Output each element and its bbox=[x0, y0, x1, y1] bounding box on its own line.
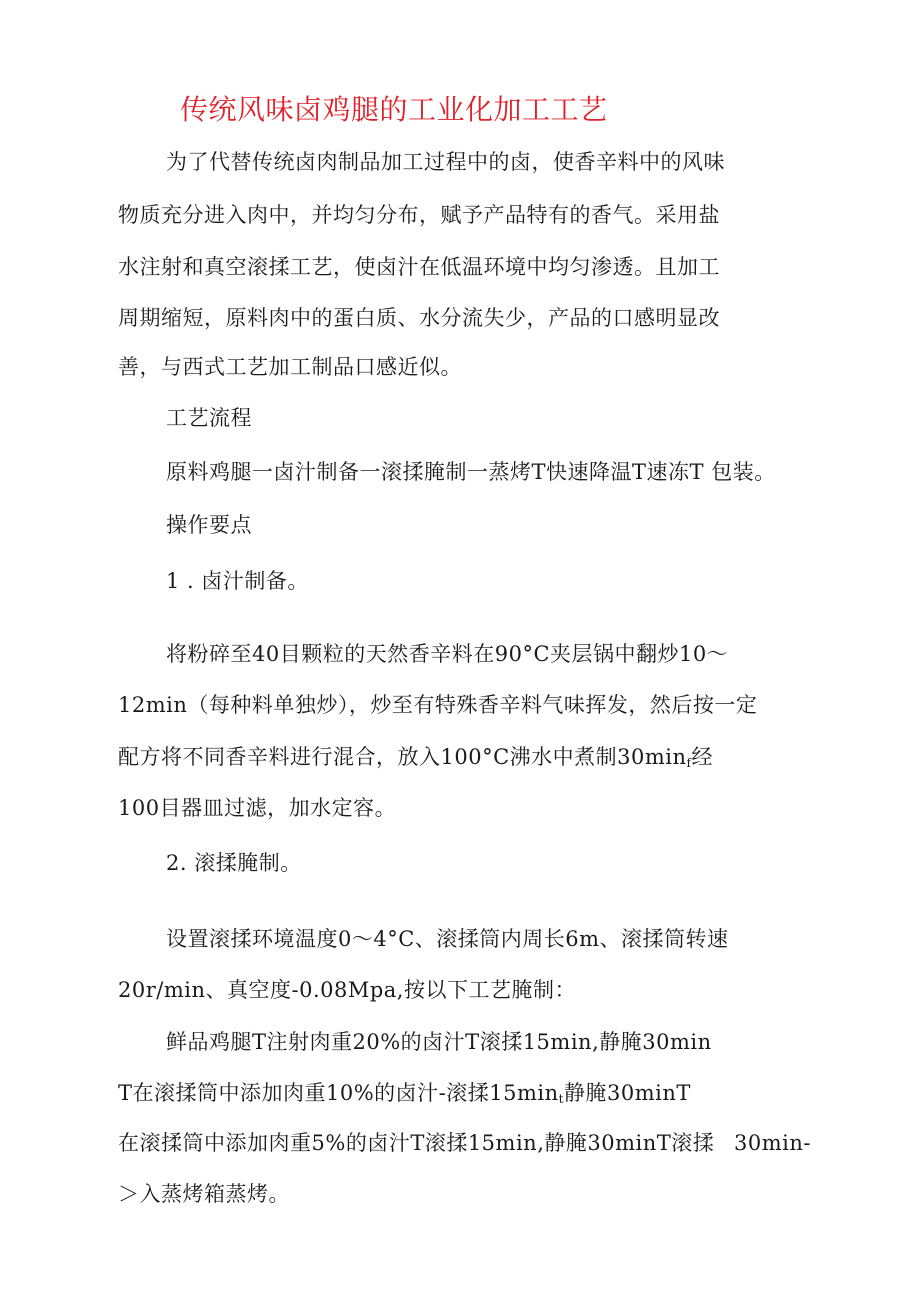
step2-line-4-main: T在滚揉筒中添加肉重10%的卤汁-滚揉15min bbox=[118, 1081, 559, 1105]
step2-line-4-end: 静腌30minT bbox=[563, 1081, 691, 1105]
step2-line-1: 设置滚揉环境温度0～4°C、滚揉筒内周长6m、滚揉筒转速 bbox=[166, 927, 729, 951]
step2-line-4-subscript: t bbox=[558, 1092, 564, 1106]
process-flow: 原料鸡腿一卤汁制备一滚揉腌制一蒸烤T快速降温T速冻T 包装。 bbox=[166, 460, 776, 484]
intro-line-4: 周期缩短，原料肉中的蛋白质、水分流失少，产品的口感明显改 bbox=[118, 306, 720, 330]
intro-line-3: 水注射和真空滚揉工艺，使卤汁在低温环境中均匀渗透。且加工 bbox=[118, 255, 720, 279]
step1-line-1: 将粉碎至40目颗粒的天然香辛料在90°C夹层锅中翻炒10～ bbox=[166, 642, 729, 666]
step1-line-4: 100目器皿过滤，加水定容。 bbox=[118, 796, 397, 820]
step1-line-3 bbox=[118, 743, 713, 777]
step2-line-5-end: 30min- bbox=[734, 1131, 811, 1155]
key-points-heading: 操作要点 bbox=[166, 513, 252, 537]
step2-line-6: ＞入蒸烤箱蒸烤。 bbox=[118, 1182, 290, 1206]
step2-heading: 2. 滚揉腌制。 bbox=[166, 851, 302, 875]
step1-heading: 1 . 卤汁制备。 bbox=[166, 569, 309, 593]
document-title: 传统风味卤鸡腿的工业化加工工艺 bbox=[180, 93, 608, 126]
step2-line-5: 在滚揉筒中添加肉重5%的卤汁T滚揉15min,静腌30minT滚揉 bbox=[118, 1131, 715, 1155]
step2-line-3: 鲜品鸡腿T注射肉重20%的卤汁T滚揉15min,静腌30min bbox=[166, 1030, 712, 1054]
step2-line-4 bbox=[118, 1079, 691, 1113]
step1-line-2: 12min（每种料单独炒），炒至有特殊香辛料气味挥发，然后按一定 bbox=[118, 693, 758, 717]
step1-line-3-subscript: f bbox=[686, 756, 692, 770]
step1-line-3-end: 经 bbox=[691, 745, 713, 769]
intro-line-5: 善，与西式工艺加工制品口感近似。 bbox=[118, 355, 462, 379]
step1-line-3-main: 配方将不同香辛料进行混合，放入100°C沸水中煮制30min bbox=[118, 745, 687, 769]
step2-line-2: 20r/min、真空度-0.08Mpa,按以下工艺腌制： bbox=[118, 978, 576, 1002]
process-heading: 工艺流程 bbox=[166, 406, 252, 430]
intro-line-2: 物质充分进入肉中，并均匀分布，赋予产品特有的香气。采用盐 bbox=[118, 203, 720, 227]
intro-line-1: 为了代替传统卤肉制品加工过程中的卤，使香辛料中的风味 bbox=[166, 150, 725, 174]
